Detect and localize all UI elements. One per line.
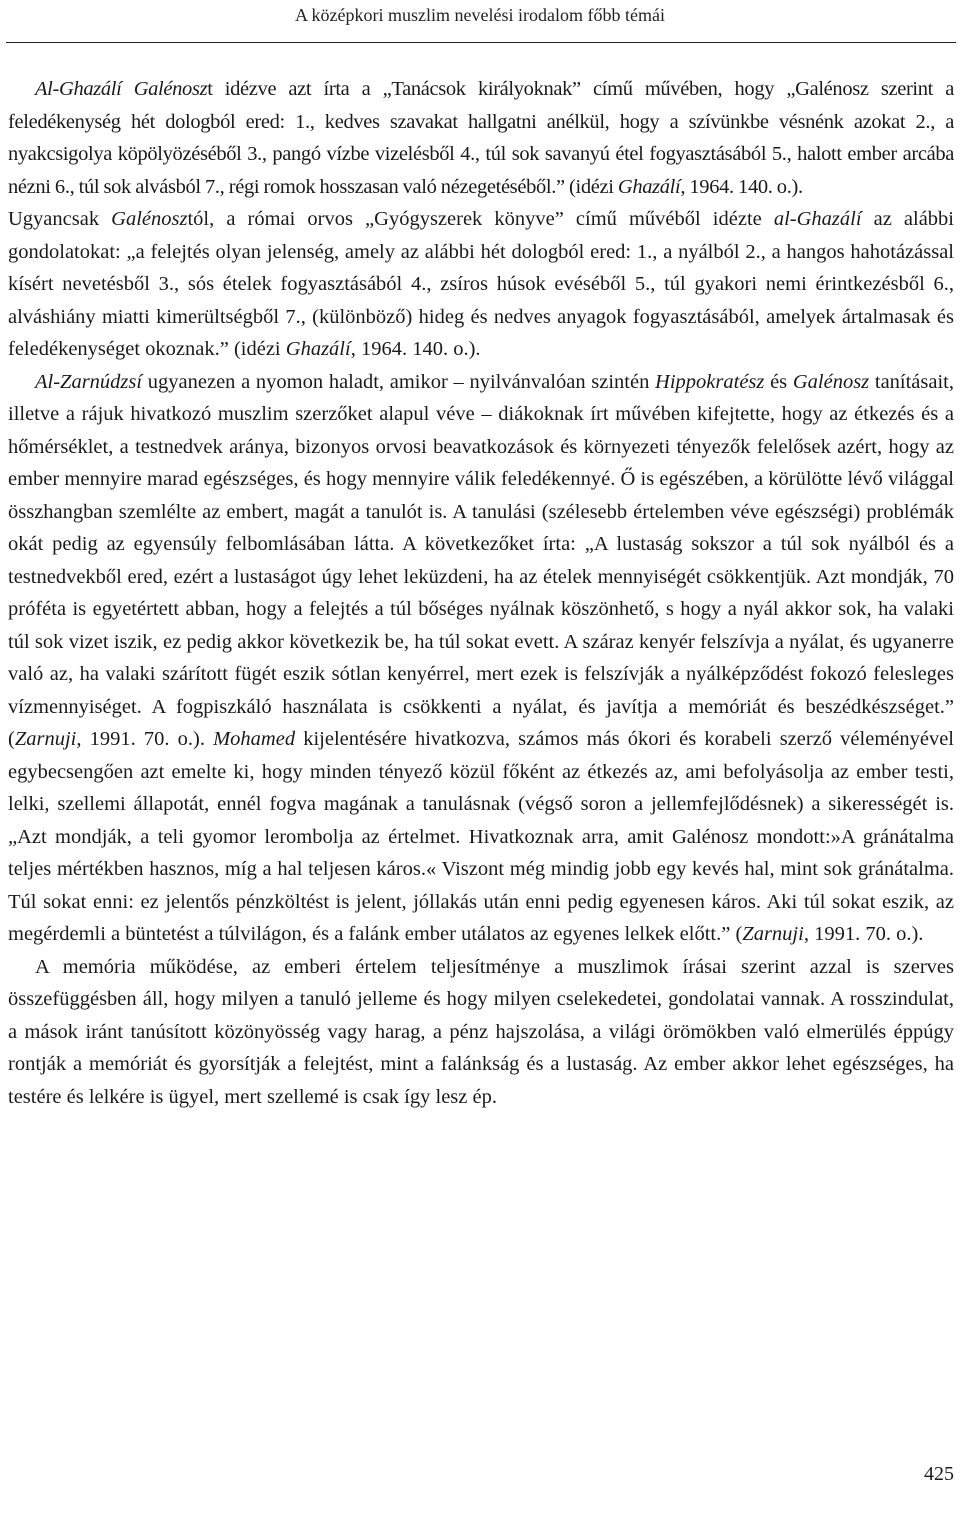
text-run: ugyanezen a nyomon haladt, amikor – nyilvánvalóan szintén xyxy=(142,370,656,393)
text-run: kijelentésére hivatkozva, számos más ókori és korabeli szerző véleményével egybecsengően azt emelte ki, hogy minden tényező közül főként az étkezés az, ami befolyásolja az ember testi, lelki, szellemi állapotát, ennél fogva magának a tanulásnak (végső soron a jellemfejlődésnek) a sikerességét is. „Azt mondják, a teli gyomor lerombolja az értelmet. Hivatkoznak arra, amit Galénosz mondott:»A gránátalma teljes mértékben hasznos, míg a hal teljesen káros.« Viszont még mindig jobb egy kevés hal, mint sok gránátalma. Túl sokat enni: ez jelentős pénzköltést is jelent, jóllakás után enni pedig egyenesen káros. Aki túl sokat eszik, az megérdemli a büntetést a túlvilágon, és a falánk ember utálatos az egyenes lelkek előtt.” ( xyxy=(8,728,955,945)
header-divider xyxy=(6,42,956,43)
text-run: és xyxy=(764,370,793,393)
text-run: A memória működése, az emberi értelem teljesítménye a muszlimok írásai szerint azzal is szerves összefüggésben áll, hogy milyen a tanuló jelleme és hogy milyen cselekedetei, gondolatai vannak. A rosszindulat, a mások iránt tanúsított közönyösség vagy harag, a pénz hajszolása, a világi örömökben való elmerülés éppúgy rontják a memóriát és gyorsítják a felejtést, mint a falánkság és a lustaság. Az ember akkor lehet egészséges, ha testére és lelkére is ügyel, mert szellemé is csak így lesz ép. xyxy=(8,955,954,1108)
text-run: t idézve azt írta a „Tanácsok királyoknak” című művében, hogy „Galénosz szerint a feledékenység hét dologból ered: 1., kedves szavakat hallgatni anélkül, hogy a szívünkbe vésnénk azokat 2., a nyakcsigolya köpölyözéséből 3., pangó vízbe vizelésből 4., túl sok savanyú étel fogyasztásából 5., halott ember arcába nézni 6., túl sok alvásból 7., régi romok hosszasan való nézegetéséből.” (idézi xyxy=(8,78,955,198)
running-header: A középkori muszlim nevelési irodalom főbb témái xyxy=(295,5,665,25)
italic-name: Hippokratész xyxy=(655,370,765,393)
italic-name: Zarnuji xyxy=(14,728,77,750)
italic-name: Al-Zarnúdzsí xyxy=(35,370,143,393)
paragraph-p4 xyxy=(8,951,954,1114)
italic-name: Ghazálí xyxy=(285,338,351,360)
page-number: 425 xyxy=(924,1463,954,1485)
italic-name: Al-Ghazálí Galénosz xyxy=(35,78,208,100)
italic-name: Galénosz xyxy=(111,208,188,230)
text-run: , 1964. 140. o.). xyxy=(680,175,803,198)
body-text xyxy=(8,73,954,1113)
paragraph-p3 xyxy=(8,366,954,951)
text-run: , 1964. 140. o.). xyxy=(350,338,481,360)
italic-name: Galénosz xyxy=(792,370,870,393)
italic-name: Ghazálí xyxy=(617,175,681,198)
italic-name: al-Ghazálí xyxy=(773,208,862,230)
italic-name: Zarnuji xyxy=(742,923,804,945)
text-run: , 1991. 70. o.). xyxy=(803,923,924,945)
text-run: Ugyancsak xyxy=(8,208,112,230)
italic-name: Mohamed xyxy=(213,728,296,750)
text-run: tól, a római orvos „Gyógyszerek könyve” című művéből idézte xyxy=(187,208,774,230)
text-run: , 1991. 70. o.). xyxy=(76,728,214,750)
paragraph-p2 xyxy=(8,203,954,366)
text-run: tanításait, illetve a rájuk hivatkozó muszlim szerzőket alapul véve – diákoknak írt művében kifejtette, hogy az étkezés és a hőmérséklet, a testnedvek aránya, bizonyos orvosi beavatkozások és környezeti tényezők felelősek azért, hogy az ember mennyire marad egészséges, és hogy mennyire válik feledékennyé. Ő is egészében, a körülötte lévő világgal összhangban szemlélte az embert, magát a tanulót is. A tanulási (szélesebb értelemben véve egészségi) problémák okát pedig az egyensúly felbomlásában látta. A következőket írta: „A lustaság sokszor a túl sok nyálból és a testnedvekből ered, ezért a lustaságot úgy lehet leküzdeni, ha az ételek mennyiségét csökkentjük. Azt mondják, 70 próféta is egyetértett abban, hogy a felejtés a túl bőséges nyálnak köszönhető, s hogy a nyál akkor sok, ha valaki túl sok vizet iszik, ez pedig akkor következik be, ha túl sokat evett. A száraz kenyér felszívja a nyálat, és ugyanerre való az, ha valaki szárított fügét eszik sótlan kenyérrel, mert ezek is felszívják a nyálképződést fokozó felesleges vízmennyiséget. A fogpiszkáló használata is csökkenti a nyálat, és javítja a memóriát és beszédkészséget.” ( xyxy=(8,370,954,750)
text-run: az alábbi gondolatokat: „a felejtés olyan jelenség, amely az alábbi hét dologból ered: 1., a nyálból 2., a hangos hahotázással kísért nevetésből 3., sós ételek fogyasztásából 4., zsíros húsok evéséből 5., túl gyakori nemi érintkezésből 6., alváshiány miatti kimerültségből 7., (különböző) hideg és nedves anyagok fogyasztásából, amelyek ártalmasak és feledékenységet okoznak.” (idézi xyxy=(8,208,954,360)
paragraph-p1 xyxy=(8,73,954,203)
